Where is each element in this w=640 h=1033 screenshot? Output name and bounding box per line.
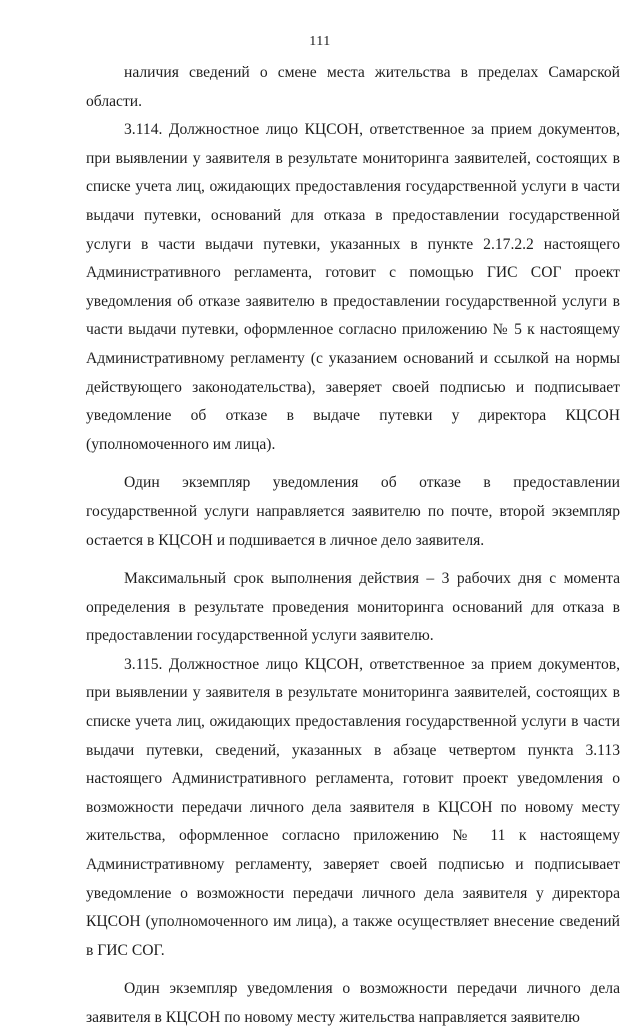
paragraph-copy-distribution: Один экземпляр уведомления об отказе в предоставлении государственной услуги направляется заявителю по почте, второй экземпляр остается в КЦСОН и подшивается в личное дело заявителя. xyxy=(86,474,620,549)
page-number: 111 xyxy=(309,34,331,49)
document-body xyxy=(86,59,620,1033)
paragraph-continuation: наличия сведений о смене места жительства в пределах Самарской области. xyxy=(86,64,620,110)
paragraph-copy-transfer: Один экземпляр уведомления о возможности передачи личного дела заявителя в КЦСОН по новому месту жительства направляется заявителю xyxy=(86,980,620,1026)
paragraph-3-115: 3.115. Должностное лицо КЦСОН, ответственное за прием документов, при выявлении у заявителя в результате мониторинга заявителей, состоящих в списке учета лиц, ожидающих предоставления государственной услуги в части выдачи путевки, сведений, указанных в абзаце четвертом пункта 3.113 настоящего Административного регламента, готовит проект уведомления о возможности передачи личного дела заявителя в КЦСОН по новому месту жительства, оформленное согласно приложению № 11 к настоящему Административному регламенту, заверяет своей подписью и подписывает уведомление о возможности передачи личного дела заявителя у директора КЦСОН (уполномоченного им лица), а также осуществляет внесение сведений в ГИС СОГ. xyxy=(86,655,620,959)
paragraph-max-term: Максимальный срок выполнения действия – 3 рабочих дня с момента определения в результате проведения мониторинга оснований для отказа в предоставлении государственной услуги заявителю. xyxy=(86,570,620,645)
paragraph-3-114: 3.114. Должностное лицо КЦСОН, ответственное за прием документов, при выявлении у заявителя в результате мониторинга заявителей, состоящих в списке учета лиц, ожидающих предоставления государственной услуги в части выдачи путевки, оснований для отказа в предоставлении государственной услуги в части выдачи путевки, указанных в пункте 2.17.2.2 настоящего Административного регламента, готовит с помощью ГИС СОГ проект уведомления об отказе заявителю в предоставлении государственной услуги в части выдачи путевки, оформленное согласно приложению № 5 к настоящему Административному регламенту (с указанием оснований и ссылкой на нормы действующего законодательства), заверяет своей подписью и подписывает уведомление об отказе в выдаче путевки у директора КЦСОН (уполномоченного им лица). xyxy=(86,121,620,453)
